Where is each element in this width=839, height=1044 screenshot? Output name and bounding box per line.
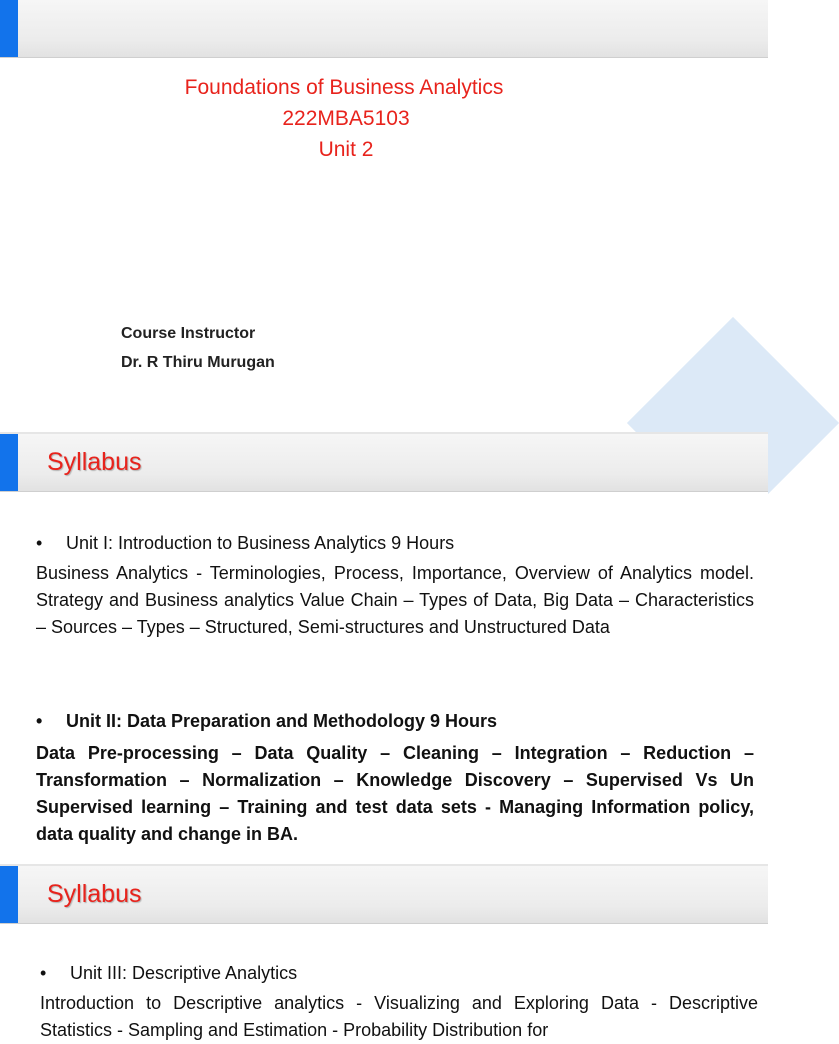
unit3-body: Introduction to Descriptive analytics - Visualizing and Exploring Data - Descriptive Statistics - Sampling and Estimation - Probability Distribution for <box>40 993 758 1040</box>
unit3-bullet <box>40 960 758 986</box>
bullet-icon: • <box>36 711 43 731</box>
title-slide <box>0 0 768 432</box>
bullet-icon: • <box>40 963 47 983</box>
unit3-title: Unit III: Descriptive Analytics <box>70 963 298 983</box>
unit3-section <box>40 960 758 1044</box>
unit1-body: Business Analytics - Terminologies, Process, Importance, Overview of Analytics model. Strategy and Business analytics Value Chain – Types of Data, Big Data – Characteristics – Sources – Types – Structured, Semi-structures and Unstructured Data <box>36 563 754 637</box>
unit2-section <box>36 708 754 848</box>
unit1-section <box>36 530 754 641</box>
accent-stripe <box>0 0 18 57</box>
accent-stripe <box>0 866 18 923</box>
instructor-name: Dr. R Thiru Murugan <box>121 354 275 371</box>
unit-label: Unit 2 <box>318 138 374 161</box>
course-code: 222MBA5103 <box>282 107 410 130</box>
unit1-title: Unit I: Introduction to Business Analytics 9 Hours <box>66 533 455 553</box>
syllabus-slide-2 <box>0 864 768 1040</box>
accent-stripe <box>0 434 18 491</box>
unit2-bullet <box>36 708 754 734</box>
decoration-wrap <box>0 0 768 432</box>
slide-heading: Syllabus <box>47 880 142 908</box>
unit1-bullet <box>36 530 754 556</box>
slide-header-bar <box>0 0 768 58</box>
unit2-body: Data Pre-processing – Data Quality – Cleaning – Integration – Reduction – Transformation – Normalization – Knowledge Discovery – Supervised Vs Un Supervised learning – Training and test data sets - Managing Information policy, data quality and change in BA. <box>36 743 754 844</box>
unit2-title: Unit II: Data Preparation and Methodology 9 Hours <box>66 711 498 731</box>
slide-heading: Syllabus <box>47 448 142 476</box>
bullet-icon: • <box>36 533 43 553</box>
course-title <box>0 72 768 165</box>
course-name: Foundations of Business Analytics <box>184 76 504 99</box>
instructor-label: Course Instructor <box>121 325 256 342</box>
syllabus-slide-1 <box>0 432 768 864</box>
instructor-block <box>121 319 275 377</box>
